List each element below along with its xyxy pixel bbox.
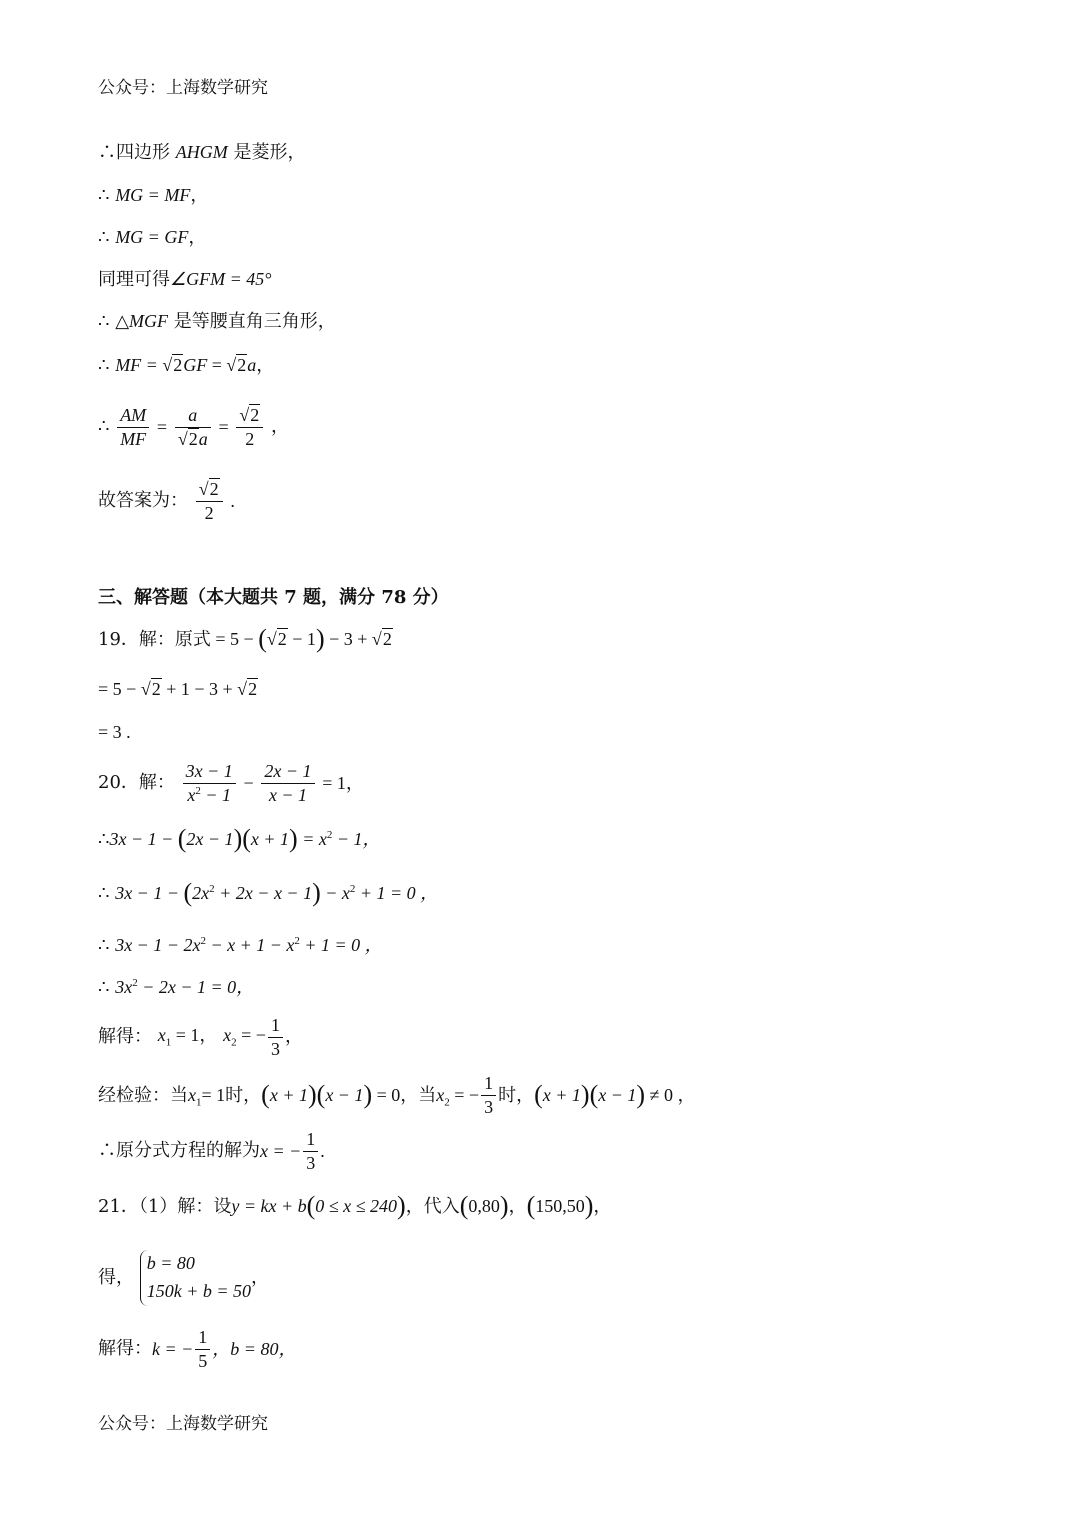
fraction-a-root2a: $\frac{a}{√2a}$ — [175, 404, 211, 450]
section-title: 三、解答题（本大题共 7 题，满分 78 分） — [98, 587, 449, 608]
line-rhombus: ∴四边形 AHGM 是菱形， — [98, 142, 306, 163]
fraction-root2-2: $\frac{√2}{2}$ — [236, 404, 263, 450]
line-triangle: ∴ △MGF 是等腰直角三角形， — [98, 311, 336, 332]
q20-check: 经检验：当$x_1= 1$时，(x + 1)(x − 1) = 0，当$x_2$ = − $\frac{1}{3}$ 时，(x + 1)(x − 1) ≠ 0 ， — [98, 1073, 696, 1117]
q20-line1: 20．解： $\frac{3x - 1}{x^2 - 1}$ − $\frac{2x - 1}{x - 1}$ = 1， — [98, 761, 364, 805]
q21-line1: 21．（1）解：设y = kx + b(0 ≤ x ≤ 240)，代入(0,80)，(150,50)， — [98, 1191, 612, 1220]
q20-line5: ∴ $3x^2 - 2x - 1 = 0$， — [98, 977, 255, 998]
equation-system: b = 80 150k + b = 50 — [140, 1250, 251, 1306]
q20-line4: ∴ $3x - 1 - 2x^2 - x + 1 - x^2 + 1 = 0$ ， — [98, 935, 383, 956]
line-mf-value: ∴ MF = √2GF = √2a， — [98, 355, 275, 376]
fraction-am-mf: $\frac{AM}{MF}$ — [117, 404, 149, 450]
line-answer: 故答案为： $\frac{√2}{2}$ . — [98, 479, 235, 523]
page-header: 公众号：上海数学研究 — [98, 78, 268, 98]
line-mg-mf: ∴ MG = MF， — [98, 185, 209, 206]
q20-line2: ∴3x − $1 - (2x - 1)(x + 1) = x^2 - 1$， — [98, 824, 381, 853]
q20-line3: ∴ $3x - 1 - (2x^2 + 2x - x - 1) - x^2 + 1 = 0$ ， — [98, 878, 439, 907]
q20-final: ∴原分式方程的解为x = − $\frac{1}{3}$ . — [98, 1129, 325, 1173]
line-mg-gf: ∴ MG = GF， — [98, 227, 207, 248]
q21-system: 得， b = 80 150k + b = 50 ， — [98, 1250, 269, 1306]
line-ratio: ∴ $\frac{AM}{MF}$ = $\frac{a}{√2a}$ = $\frac{√2}{2}$ ， — [98, 405, 289, 449]
line-angle: 同理可得∠GFM = 45° — [98, 269, 272, 290]
answer-fraction: $\frac{√2}{2}$ — [196, 478, 223, 524]
q19-line1: 19．解：原式 = 5 − (√2 − 1) − 3 + √2 — [98, 624, 392, 653]
page-footer: 公众号：上海数学研究 — [98, 1414, 268, 1434]
q19-line2: = 5 − √2 + 1 − 3 + √2 — [98, 679, 258, 699]
q20-solutions: 解得： $x_1 = 1$， $x_2$ = − $\frac{1}{3}$ ， — [98, 1015, 303, 1059]
q19-line3: = 3 . — [98, 722, 131, 742]
q21-solution: 解得：k = − $\frac{1}{5}$ ，b = 80， — [98, 1327, 297, 1371]
